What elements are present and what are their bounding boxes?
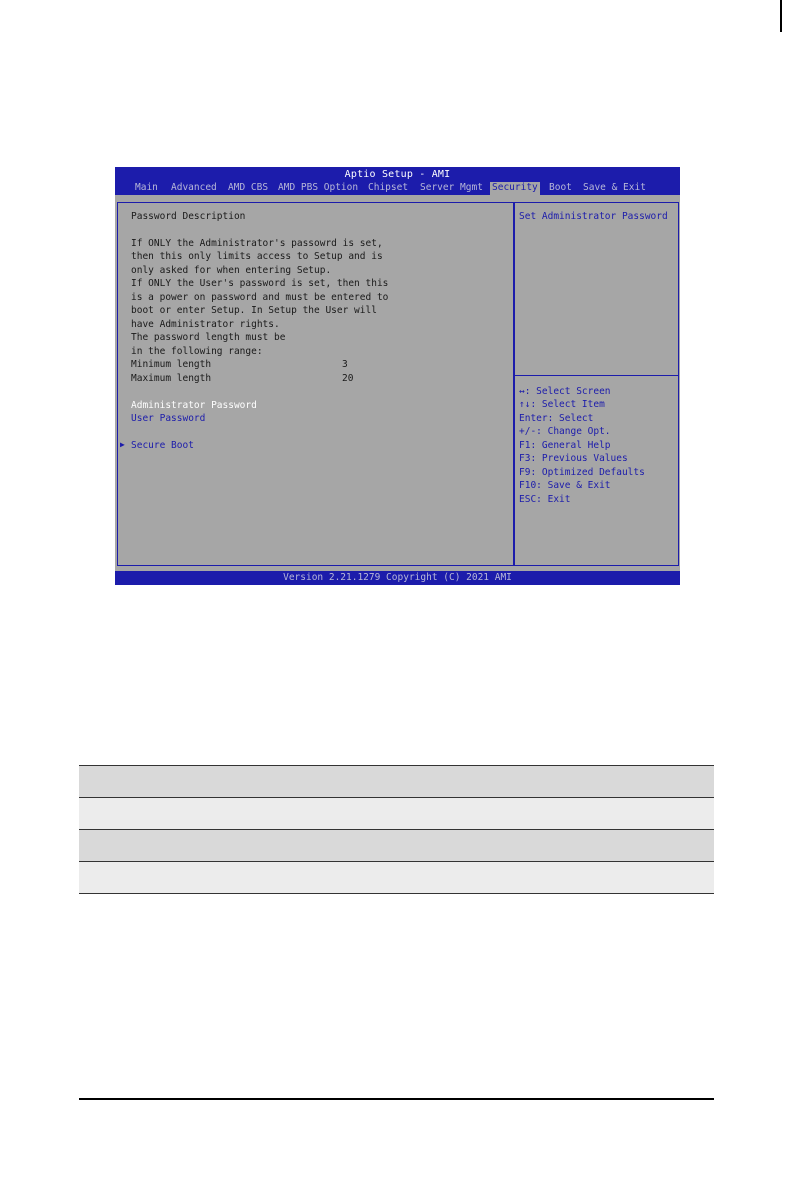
table-row bbox=[79, 797, 714, 829]
description-line: in the following range: bbox=[131, 346, 263, 357]
key-hint: F10: Save & Exit bbox=[519, 480, 611, 491]
minimum-length-label: Minimum length bbox=[131, 359, 212, 370]
help-text: Set Administrator Password bbox=[519, 211, 668, 222]
tab-advanced[interactable]: Advanced bbox=[171, 182, 217, 193]
tab-chipset[interactable]: Chipset bbox=[368, 182, 409, 193]
maximum-length-label: Maximum length bbox=[131, 373, 212, 384]
key-hint: F3: Previous Values bbox=[519, 453, 628, 464]
page-edge-rule bbox=[780, 0, 782, 32]
description-line: only asked for when entering Setup. bbox=[131, 265, 332, 276]
key-hint: F1: General Help bbox=[519, 440, 611, 451]
bios-header bbox=[115, 167, 680, 195]
key-hint: F9: Optimized Defaults bbox=[519, 467, 645, 478]
table-row bbox=[79, 861, 714, 893]
table-row bbox=[79, 765, 714, 797]
maximum-length-value: 20 bbox=[342, 373, 354, 384]
description-line: boot or enter Setup. In Setup the User will bbox=[131, 305, 377, 316]
tab-security[interactable]: Security bbox=[492, 182, 538, 193]
administrator-password-option[interactable]: Administrator Password bbox=[131, 400, 257, 411]
tab-amd-cbs[interactable]: AMD CBS bbox=[228, 182, 269, 193]
tab-server-mgmt[interactable]: Server Mgmt bbox=[420, 182, 483, 193]
description-line: The password length must be bbox=[131, 332, 286, 343]
tab-main[interactable]: Main bbox=[135, 182, 158, 193]
version-copyright: Version 2.21.1279 Copyright (C) 2021 AMI bbox=[283, 572, 512, 583]
password-description-heading: Password Description bbox=[131, 211, 246, 222]
help-divider bbox=[515, 375, 678, 376]
main-panel bbox=[117, 202, 515, 566]
key-hint: +/-: Change Opt. bbox=[519, 426, 611, 437]
key-hint: ESC: Exit bbox=[519, 494, 571, 505]
tab-save-exit[interactable]: Save & Exit bbox=[583, 182, 646, 193]
help-panel bbox=[513, 202, 679, 566]
user-password-option[interactable]: User Password bbox=[131, 413, 206, 424]
bios-title: Aptio Setup - AMI bbox=[344, 169, 451, 180]
table-row bbox=[79, 829, 714, 861]
description-line: If ONLY the Administrator's passowrd is set, bbox=[131, 238, 383, 249]
description-line: is a power on password and must be entered to bbox=[131, 292, 389, 303]
parameter-table bbox=[79, 765, 714, 894]
tab-boot[interactable]: Boot bbox=[549, 182, 572, 193]
description-line: If ONLY the User's password is set, then this bbox=[131, 278, 389, 289]
table-bottom-rule bbox=[79, 893, 714, 894]
secure-boot-submenu[interactable]: Secure Boot bbox=[131, 440, 194, 451]
bios-screenshot bbox=[115, 167, 680, 585]
bios-footer bbox=[115, 571, 680, 585]
key-hint: Enter: Select bbox=[519, 413, 594, 424]
footer-rule bbox=[79, 1098, 714, 1100]
key-hint: ↑↓: Select Item bbox=[519, 399, 605, 410]
description-line: have Administrator rights. bbox=[131, 319, 280, 330]
minimum-length-value: 3 bbox=[342, 359, 348, 370]
submenu-arrow-icon: ▶ bbox=[120, 440, 125, 449]
description-line: then this only limits access to Setup and is bbox=[131, 251, 383, 262]
key-hint: ↔: Select Screen bbox=[519, 386, 611, 397]
tab-amd-pbs-option[interactable]: AMD PBS Option bbox=[278, 182, 359, 193]
